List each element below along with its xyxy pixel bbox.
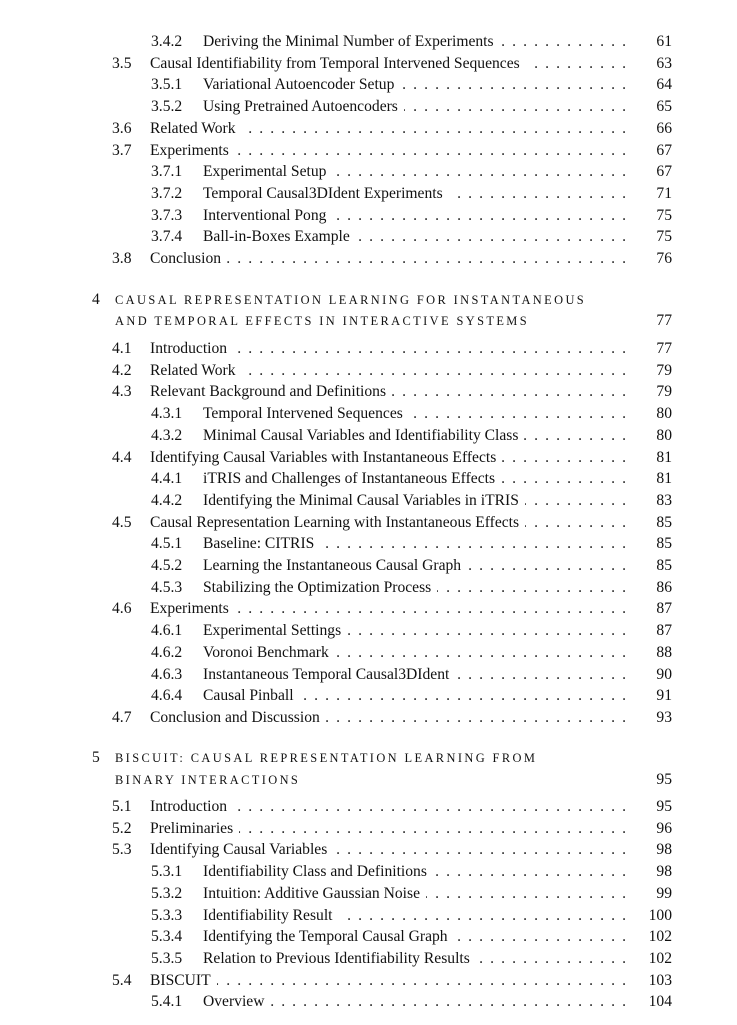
entry-page-number: 75: [656, 228, 672, 246]
chapter-title-line-1[interactable]: BISCUIT: CAUSAL REPRESENTATION LEARNING FROM: [115, 751, 538, 765]
entry-title[interactable]: Learning the Instantaneous Causal Graph: [203, 557, 462, 574]
entry-title[interactable]: Instantaneous Temporal Causal3DIdent: [203, 665, 450, 683]
entry-page-number: 67: [656, 141, 672, 159]
dot-leader: [426, 883, 626, 905]
entry-number: 5.3.5: [151, 949, 183, 967]
entry-title[interactable]: Identifying the Temporal Causal Graph: [203, 928, 448, 946]
toc-subsection-entry[interactable]: [151, 883, 672, 905]
toc-subsection-entry[interactable]: [151, 226, 672, 248]
toc-section-entry[interactable]: [112, 140, 672, 162]
toc-subsection-entry[interactable]: [151, 74, 672, 96]
chapter-page-number: 77: [656, 312, 672, 329]
toc-subsection-entry[interactable]: [151, 490, 672, 512]
dot-leader: [404, 96, 626, 118]
entry-title[interactable]: Temporal Intervened Sequences: [203, 405, 403, 423]
entry-number: 4.5.2: [151, 557, 183, 574]
entry-title[interactable]: Overview: [203, 993, 265, 1011]
entry-number: 5.3.4: [151, 928, 183, 946]
dot-leader: [501, 468, 626, 490]
dot-leader: [320, 533, 626, 555]
entry-title[interactable]: Conclusion: [150, 250, 222, 267]
entry-page-number: 95: [656, 798, 672, 815]
dot-leader: [526, 53, 626, 75]
entry-number: 4.6.1: [151, 622, 183, 640]
entry-page-number: 93: [656, 708, 672, 726]
entry-page-number: 102: [648, 949, 672, 967]
dot-leader: [392, 381, 626, 403]
dot-leader: [333, 839, 626, 861]
toc-subsection-entry[interactable]: [151, 96, 672, 118]
entry-number: 4.5: [112, 513, 132, 531]
entry-page-number: 76: [656, 250, 672, 267]
entry-number: 5.1: [112, 798, 132, 815]
entry-page-number: 85: [656, 513, 672, 531]
dot-leader: [300, 685, 626, 707]
toc-section-entry[interactable]: [112, 338, 672, 360]
toc-subsection-entry[interactable]: [151, 861, 672, 883]
entry-title[interactable]: Relation to Previous Identifiability Results: [203, 949, 470, 967]
entry-number: 5.3: [112, 841, 132, 859]
toc-subsection-entry[interactable]: [151, 403, 672, 425]
entry-title[interactable]: Introduction: [150, 798, 228, 815]
dot-leader: [270, 991, 626, 1013]
entry-title[interactable]: Introduction: [150, 340, 228, 357]
entry-number: 4.1: [112, 340, 132, 357]
entry-title[interactable]: Voronoi Benchmark: [203, 643, 329, 661]
entry-title[interactable]: iTRIS and Challenges of Instantaneous Effects: [203, 470, 496, 488]
entry-number: 5.3.2: [151, 884, 183, 902]
entry-title[interactable]: Identifying Causal Variables with Instantaneous Effects: [150, 448, 497, 466]
entry-number: 4.6.4: [151, 687, 183, 705]
entry-title[interactable]: Experimental Setup: [203, 163, 327, 181]
dot-leader: [239, 818, 626, 840]
toc-subsection-entry[interactable]: [151, 948, 672, 970]
entry-page-number: 103: [648, 971, 672, 989]
toc-section-entry[interactable]: [112, 447, 672, 469]
entry-number: 4.4.2: [151, 491, 183, 509]
entry-page-number: 61: [656, 33, 672, 50]
entry-number: 3.7.1: [151, 163, 183, 181]
entry-number: 4.3.1: [151, 405, 183, 423]
entry-page-number: 65: [656, 98, 672, 116]
entry-title[interactable]: Causal Identifiability from Temporal Intervened Sequences: [150, 54, 520, 72]
toc-subsection-entry[interactable]: [151, 31, 672, 53]
entry-number: 4.2: [112, 361, 132, 379]
entry-number: 4.6.2: [151, 643, 183, 661]
entry-page-number: 75: [656, 206, 672, 224]
entry-number: 4.3: [112, 383, 132, 401]
dot-leader: [409, 403, 626, 425]
entry-page-number: 67: [656, 163, 672, 181]
entry-page-number: 87: [656, 622, 672, 640]
entry-number: 3.8: [112, 250, 132, 267]
dot-leader: [235, 140, 626, 162]
dot-leader: [525, 512, 626, 534]
dot-leader: [467, 555, 626, 577]
entry-title[interactable]: Causal Pinball: [203, 687, 294, 705]
entry-page-number: 98: [656, 841, 672, 859]
entry-page-number: 85: [656, 535, 672, 553]
entry-title[interactable]: Stabilizing the Optimization Process: [203, 578, 432, 596]
entry-page-number: 87: [656, 600, 672, 618]
dot-leader: [400, 74, 626, 96]
toc-subsection-entry[interactable]: [151, 425, 672, 447]
toc-subsection-entry[interactable]: [151, 183, 672, 205]
entry-number: 4.4: [112, 448, 132, 466]
entry-title[interactable]: Interventional Pong: [203, 206, 327, 224]
entry-page-number: 71: [656, 184, 672, 202]
entry-title[interactable]: Identifiability Class and Definitions: [203, 863, 427, 881]
dot-leader: [339, 905, 627, 927]
entry-title[interactable]: Ball-in-Boxes Example: [203, 228, 350, 246]
toc-subsection-entry[interactable]: [151, 926, 672, 948]
dot-leader: [476, 948, 626, 970]
entry-page-number: 83: [656, 491, 672, 509]
entry-number: 4.5.3: [151, 578, 183, 596]
toc-subsection-entry[interactable]: [151, 905, 672, 927]
entry-page-number: 77: [656, 340, 672, 357]
dot-leader: [233, 796, 626, 818]
entry-number: 5.3.3: [151, 906, 183, 924]
entry-number: 4.6.3: [151, 665, 183, 683]
entry-title[interactable]: Relevant Background and Definitions: [150, 383, 387, 401]
chapter-title-line-2[interactable]: AND TEMPORAL EFFECTS IN INTERACTIVE SYSTEMS: [115, 314, 530, 328]
toc-section-entry[interactable]: [112, 381, 672, 403]
toc-subsection-entry[interactable]: [151, 533, 672, 555]
chapter-title-line-2[interactable]: BINARY INTERACTIONS: [115, 773, 301, 787]
dot-leader: [242, 360, 627, 382]
entry-page-number: 79: [656, 361, 672, 379]
entry-page-number: 88: [656, 643, 672, 661]
toc-section-entry[interactable]: [112, 839, 672, 861]
entry-page-number: 99: [656, 884, 672, 902]
entry-page-number: 104: [648, 993, 672, 1011]
entry-title[interactable]: Experiments: [150, 141, 229, 159]
toc-section-entry[interactable]: [112, 707, 672, 729]
entry-title[interactable]: Minimal Causal Variables and Identifiability Class: [203, 426, 519, 444]
entry-page-number: 64: [656, 76, 672, 94]
entry-title[interactable]: Temporal Causal3DIdent Experiments: [203, 184, 443, 202]
toc-subsection-entry[interactable]: [151, 991, 672, 1013]
entry-page-number: 81: [656, 448, 672, 466]
dot-leader: [335, 642, 626, 664]
entry-title[interactable]: Identifying the Minimal Causal Variables in iTRIS: [203, 491, 519, 509]
dot-leader: [233, 338, 626, 360]
entry-page-number: 96: [656, 819, 672, 837]
entry-number: 5.3.1: [151, 863, 183, 881]
entry-number: 5.2: [112, 819, 132, 837]
entry-number: 3.5.1: [151, 76, 183, 94]
chapter-number: 4: [92, 291, 100, 308]
entry-title[interactable]: Causal Representation Learning with Instantaneous Effects: [150, 513, 520, 531]
entry-page-number: 86: [656, 578, 672, 596]
entry-page-number: 80: [656, 426, 672, 444]
entry-title[interactable]: Deriving the Minimal Number of Experiments: [203, 33, 494, 50]
entry-title[interactable]: Identifying Causal Variables: [150, 841, 328, 859]
dot-leader: [227, 248, 626, 270]
entry-page-number: 63: [656, 54, 672, 72]
entry-page-number: 102: [648, 928, 672, 946]
dot-leader: [500, 31, 626, 53]
entry-number: 3.4.2: [151, 33, 183, 50]
entry-title[interactable]: Related Work: [150, 361, 236, 379]
entry-title[interactable]: Identifiability Result: [203, 906, 333, 924]
toc-section-entry[interactable]: [112, 970, 672, 992]
entry-number: 3.7.4: [151, 228, 183, 246]
entry-title[interactable]: Experimental Settings: [203, 622, 342, 640]
toc-subsection-entry[interactable]: [151, 577, 672, 599]
dot-leader: [433, 861, 626, 883]
entry-title[interactable]: BISCUIT: [150, 971, 211, 989]
entry-number: 4.5.1: [151, 535, 183, 553]
entry-page-number: 80: [656, 405, 672, 423]
entry-number: 3.5: [112, 54, 132, 72]
entry-number: 4.6: [112, 600, 132, 618]
entry-number: 3.7.3: [151, 206, 183, 224]
entry-title[interactable]: Experiments: [150, 600, 229, 618]
entry-page-number: 98: [656, 863, 672, 881]
entry-page-number: 81: [656, 470, 672, 488]
dot-leader: [437, 577, 626, 599]
toc-section-entry[interactable]: [112, 796, 672, 818]
entry-title[interactable]: Related Work: [150, 119, 236, 137]
entry-title[interactable]: Preliminaries: [150, 819, 234, 837]
toc-subsection-entry[interactable]: [151, 664, 672, 686]
dot-leader: [525, 490, 626, 512]
dot-leader: [455, 664, 626, 686]
toc-subsection-entry[interactable]: [151, 205, 672, 227]
entry-number: 3.5.2: [151, 98, 183, 116]
entry-title[interactable]: Using Pretrained Autoencoders: [203, 98, 398, 116]
entry-title[interactable]: Conclusion and Discussion: [150, 708, 320, 726]
dot-leader: [502, 447, 626, 469]
entry-number: 4.3.2: [151, 426, 183, 444]
toc-subsection-entry[interactable]: [151, 685, 672, 707]
dot-leader: [242, 118, 627, 140]
dot-leader: [356, 226, 626, 248]
toc-subsection-entry[interactable]: [151, 620, 672, 642]
dot-leader: [449, 183, 626, 205]
entry-number: 3.6: [112, 119, 132, 137]
entry-title[interactable]: Variational Autoencoder Setup: [203, 76, 395, 94]
entry-page-number: 66: [656, 119, 672, 137]
toc-subsection-entry[interactable]: [151, 468, 672, 490]
toc-section-entry[interactable]: [112, 818, 672, 840]
dot-leader: [332, 161, 626, 183]
entry-number: 4.7: [112, 708, 132, 726]
entry-page-number: 85: [656, 557, 672, 574]
toc-section-entry[interactable]: [112, 248, 672, 270]
dot-leader: [326, 707, 626, 729]
dot-leader: [332, 205, 626, 227]
toc-section-entry[interactable]: [112, 512, 672, 534]
chapter-page-number: 95: [656, 771, 672, 788]
entry-number: 5.4.1: [151, 993, 183, 1011]
toc-section-entry[interactable]: [112, 118, 672, 140]
toc-section-entry[interactable]: [112, 53, 672, 75]
toc-section-entry[interactable]: [112, 360, 672, 382]
entry-number: 3.7.2: [151, 184, 183, 202]
dot-leader: [217, 970, 626, 992]
dot-leader: [524, 425, 626, 447]
chapter-title-line-1[interactable]: CAUSAL REPRESENTATION LEARNING FOR INSTANTANEOUS: [115, 293, 587, 307]
dot-leader: [235, 598, 626, 620]
toc-subsection-entry[interactable]: [151, 161, 672, 183]
entry-title[interactable]: Baseline: CITRIS: [203, 535, 315, 553]
entry-title[interactable]: Intuition: Additive Gaussian Noise: [203, 884, 420, 902]
entry-page-number: 79: [656, 383, 672, 401]
entry-page-number: 91: [656, 687, 672, 705]
entry-number: 5.4: [112, 971, 132, 989]
chapter-number: 5: [92, 749, 100, 766]
dot-leader: [347, 620, 626, 642]
entry-page-number: 90: [656, 665, 672, 683]
entry-number: 4.4.1: [151, 470, 183, 488]
dot-leader: [454, 926, 626, 948]
toc-subsection-entry[interactable]: [151, 642, 672, 664]
toc-section-entry[interactable]: [112, 598, 672, 620]
entry-number: 3.7: [112, 141, 132, 159]
toc-subsection-entry[interactable]: [151, 555, 672, 577]
entry-page-number: 100: [648, 906, 672, 924]
